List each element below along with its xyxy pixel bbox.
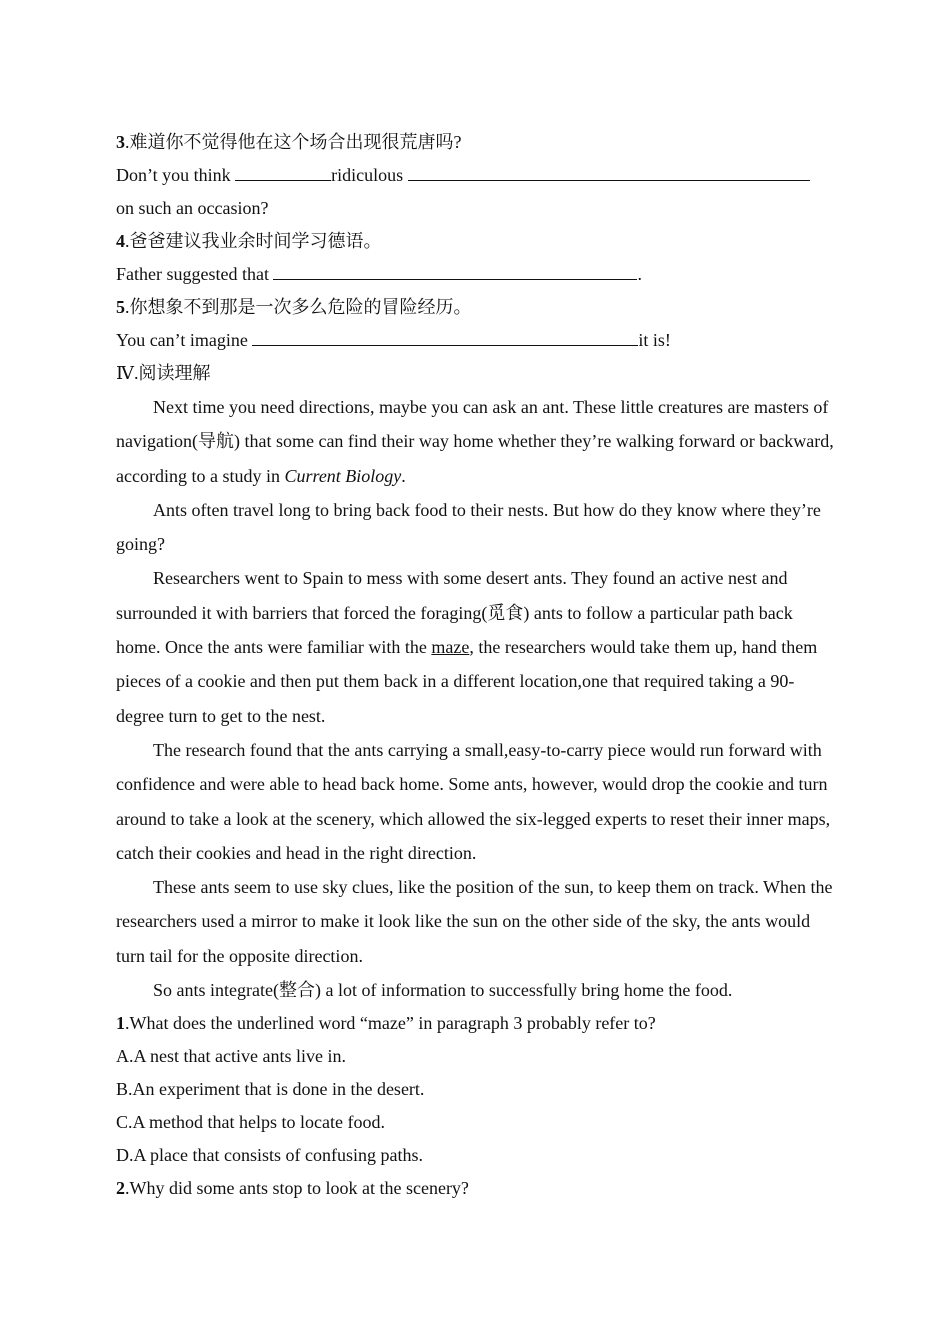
reading-paragraph-5: These ants seem to use sky clues, like the position of the sun, to keep them on track. When the researchers used a mirror to make it look like the sun on the other side of the sky, the ants would turn tail for the opposite direction. [116,877,833,966]
q3-blank-1[interactable] [235,162,331,181]
reading-paragraph-3 [116,561,838,732]
q3-chinese-text: .难道你不觉得他在这个场合出现很荒唐吗? [125,132,462,152]
q5-english-part-b: it is! [638,330,671,350]
reading-paragraph-4: The research found that the ants carrying a small,easy-to-carry piece would run forward with confidence and were able to head back home. Some ants, however, would drop the cookie and turn around to take a look at the scenery, which allowed the six-legged experts to reset their inner maps, catch their cookies and head in the right direction. [116,739,831,863]
journal-title: Current Biology [284,465,402,486]
question-2-number: 2 [116,1178,125,1199]
q4-english [116,258,838,291]
p3-text: Researchers went to Spain to mess with some desert ants. They found an active nest and surrounded it with barriers that forced the foraging(觅食) ants to follow a particular path back home. Once the ants were familiar with the [116,568,793,658]
underlined-word-maze: maze [431,637,470,658]
q4-english-part-b: . [637,264,642,284]
question-1 [116,1007,838,1040]
p3-text-end: , the researchers would take them up, hand them pieces of a cookie and then put them back in a different location,one that required taking a 90-degree turn to get to the nest. [116,637,818,726]
q5-english-part-a: You can’t imagine [116,330,253,350]
section-heading: Ⅳ.阅读理解 [116,363,211,383]
q4-chinese [116,225,838,258]
question-2 [116,1172,838,1205]
reading-paragraph-6: So ants integrate(整合) a lot of information to successfully bring home the food. [153,980,733,1001]
q5-english [116,324,838,357]
reading-paragraph-2: Ants often travel long to bring back food to their nests. But how do they know where they’re going? [116,499,821,555]
q3-english-continued: on such an occasion? [116,198,269,218]
q5-number: 5 [116,297,125,317]
question-1-option-d[interactable]: D.A place that consists of confusing paths. [116,1145,423,1166]
question-1-option-b[interactable]: B.An experiment that is done in the desert. [116,1079,425,1100]
q4-blank[interactable] [273,261,637,280]
q3-english [116,159,838,192]
q3-english-part-b: ridiculous [331,165,408,185]
q4-chinese-text: .爸爸建议我业余时间学习德语。 [125,231,382,251]
q3-number: 3 [116,132,125,152]
reading-paragraph-1 [116,390,838,493]
q5-blank[interactable] [252,327,638,346]
q5-chinese [116,291,838,324]
question-1-option-a[interactable]: A.A nest that active ants live in. [116,1046,346,1067]
q3-blank-2[interactable] [408,162,810,181]
q5-chinese-text: .你想象不到那是一次多么危险的冒险经历。 [125,297,472,317]
q3-chinese [116,126,838,159]
question-1-number: 1 [116,1013,125,1034]
p1-text-end: . [401,465,406,486]
q4-number: 4 [116,231,125,251]
question-1-option-c[interactable]: C.A method that helps to locate food. [116,1112,385,1133]
question-1-text: .What does the underlined word “maze” in paragraph 3 probably refer to? [125,1013,656,1034]
question-2-text: .Why did some ants stop to look at the scenery? [125,1178,469,1199]
page-content [116,126,838,1205]
q3-english-part-a: Don’t you think [116,165,236,185]
q4-english-part-a: Father suggested that [116,264,274,284]
p1-text: Next time you need directions, maybe you can ask an ant. These little creatures are masters of navigation(导航) that some can find their way home whether they’re walking forward or backward, according to a study in [116,397,834,486]
